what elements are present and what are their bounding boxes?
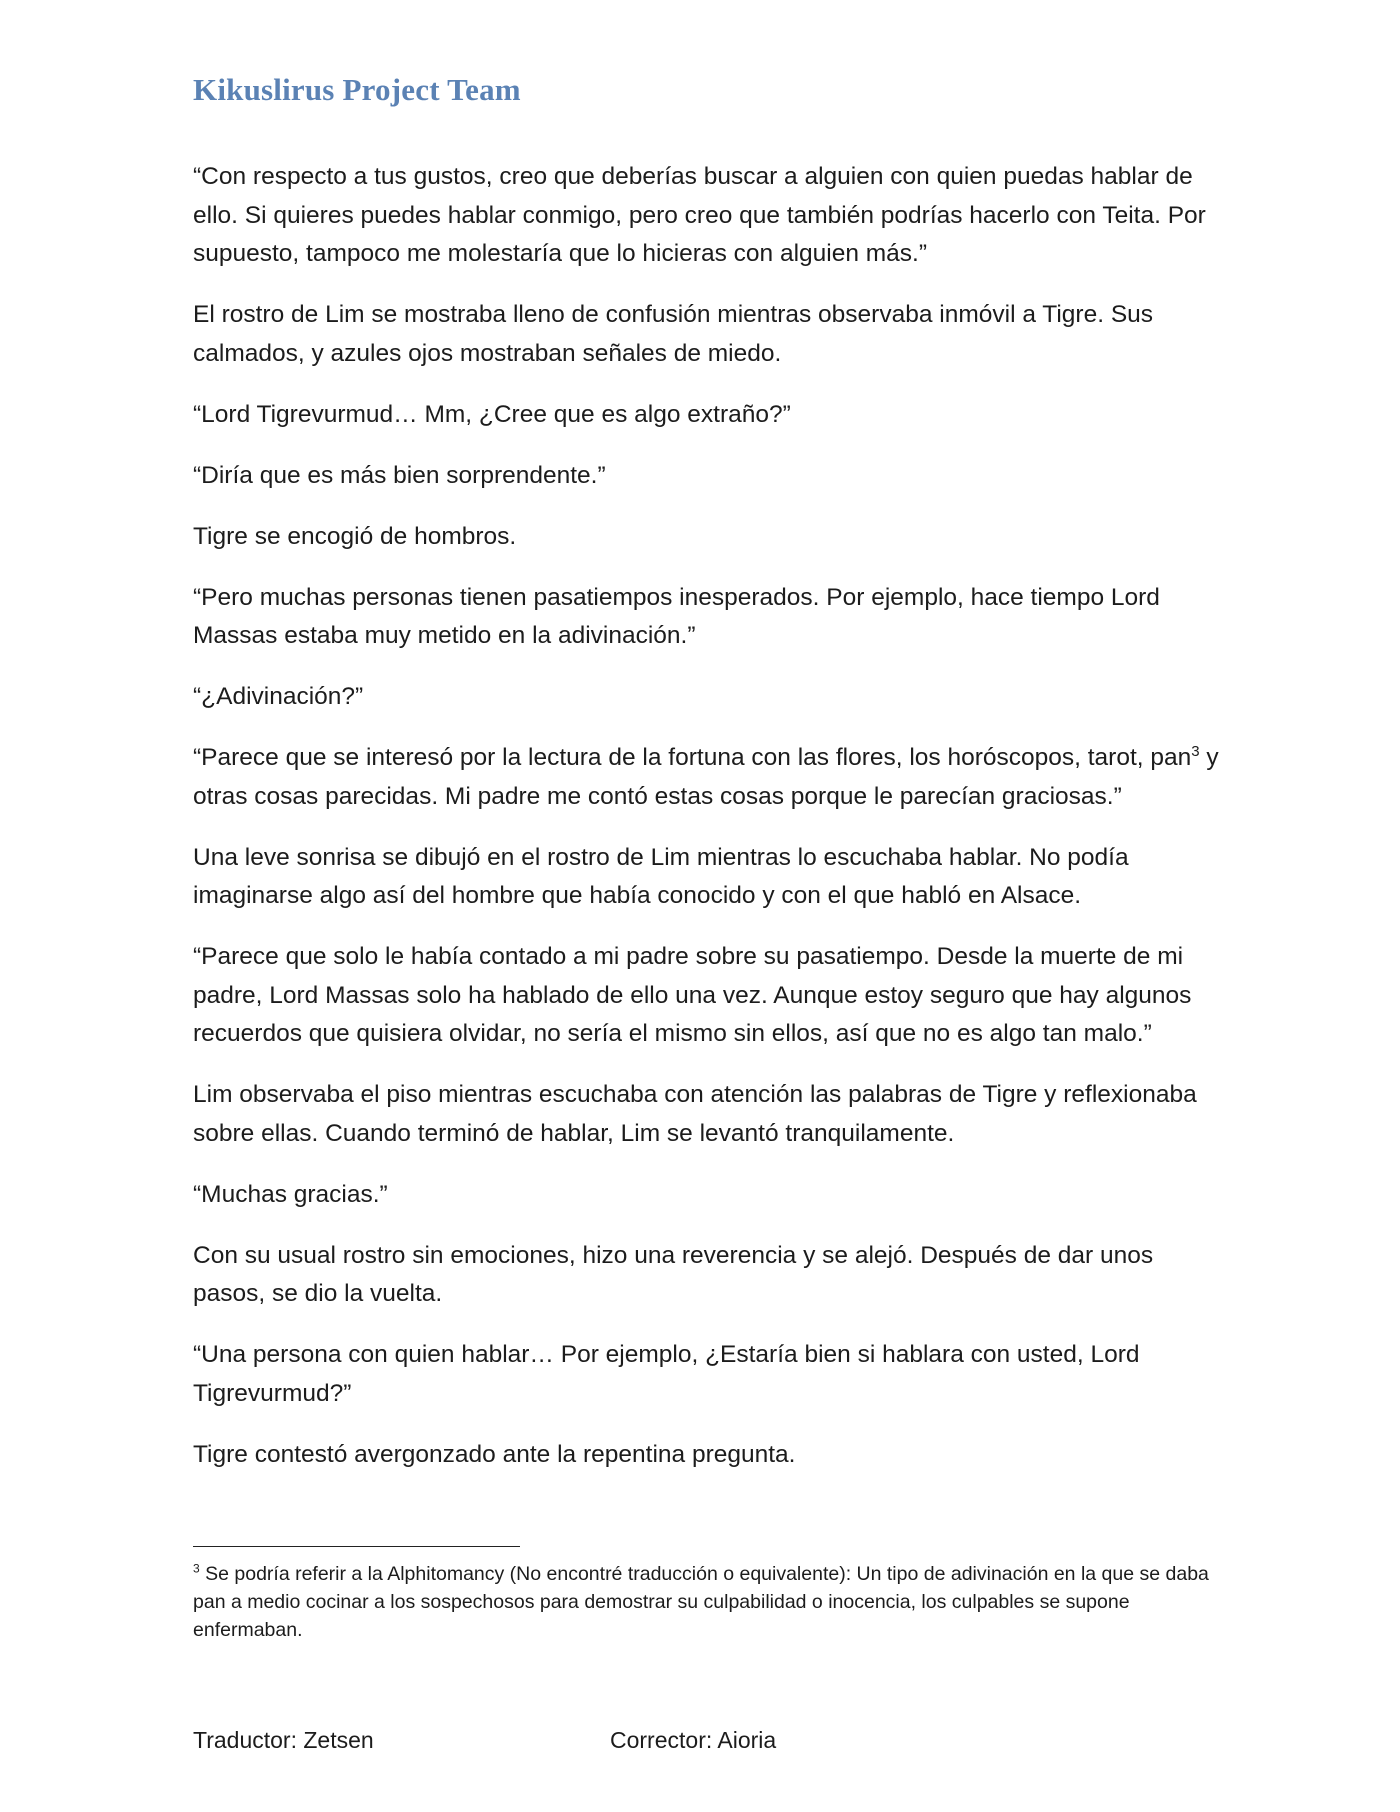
body-text xyxy=(193,158,1228,1497)
paragraph: “Diría que es más bien sorprendente.” xyxy=(193,461,606,489)
paragraph: “Parece que solo le había contado a mi padre sobre su pasatiempo. Desde la muerte de mi padre, Lord Massas solo ha hablado de ello una vez. Aunque estoy seguro que hay algunos recuerdos que quisiera olvidar, no sería el mismo sin ellos, así que no es algo tan malo.” xyxy=(193,943,1192,1047)
footnote-reference[interactable]: 3 xyxy=(1191,742,1200,760)
paragraph: “Una persona con quien hablar… Por ejemplo, ¿Estaría bien si hablara con usted, Lord Tigrevurmud?” xyxy=(193,1341,1140,1407)
footnote xyxy=(193,1560,1213,1644)
paragraph: “Pero muchas personas tienen pasatiempos inesperados. Por ejemplo, hace tiempo Lord Massas estaba muy metido en la adivinación.” xyxy=(193,583,1160,649)
paragraph-text: “Parece que se interesó por la lectura de la fortuna con las flores, los horóscopos, tarot, pan xyxy=(193,744,1192,771)
corrector-credit: Corrector: Aioria xyxy=(610,1727,777,1753)
paragraph: Lim observaba el piso mientras escuchaba con atención las palabras de Tigre y reflexionaba sobre ellas. Cuando terminó de hablar, Lim se levantó tranquilamente. xyxy=(193,1081,1197,1147)
paragraph: El rostro de Lim se mostraba lleno de confusión mientras observaba inmóvil a Tigre. Sus calmados, y azules ojos mostraban señales de miedo. xyxy=(193,301,1154,367)
footnote-number: 3 xyxy=(193,1561,200,1576)
paragraph: “¿Adivinación?” xyxy=(193,683,364,710)
paragraph: Una leve sonrisa se dibujó en el rostro de Lim mientras lo escuchaba hablar. No podía imaginarse algo así del hombre que había conocido y con el que habló en Alsace. xyxy=(193,843,1129,909)
paragraph-with-footnote xyxy=(193,739,1228,816)
paragraph: “Con respecto a tus gustos, creo que deberías buscar a alguien con quien puedas hablar de ello. Si quieres puedes hablar conmigo, pero creo que también podrías hacerlo con Teita. Por supuesto, tampoco me molestaría que lo hicieras con alguien más.” xyxy=(193,163,1206,267)
paragraph: Tigre se encogió de hombros. xyxy=(193,522,517,550)
footnote-body: Se podría referir a la Alphitomancy (No encontré traducción o equivalente): Un tipo de adivinación en la que se daba pan a medio cocinar a los sospechosos para demostrar su culpabilidad o inocencia, los culpables se supone enfermaban. xyxy=(193,1563,1209,1641)
credits xyxy=(193,1727,1093,1759)
footnote-text xyxy=(193,1560,1213,1644)
paragraph: Tigre contestó avergonzado ante la repentina pregunta. xyxy=(193,1440,796,1468)
paragraph: Con su usual rostro sin emociones, hizo una reverencia y se alejó. Después de dar unos pasos, se dio la vuelta. xyxy=(193,1241,1154,1307)
paragraph-text: y otras cosas parecidas. Mi padre me contó estas cosas porque le parecían graciosas.” xyxy=(193,744,1219,810)
header-title: Kikuslirus Project Team xyxy=(193,72,521,107)
paragraph: “Lord Tigrevurmud… Mm, ¿Cree que es algo extraño?” xyxy=(193,400,791,428)
paragraph: “Muchas gracias.” xyxy=(193,1180,388,1208)
translator-credit: Traductor: Zetsen xyxy=(193,1727,374,1753)
footnote-separator xyxy=(193,1546,520,1547)
